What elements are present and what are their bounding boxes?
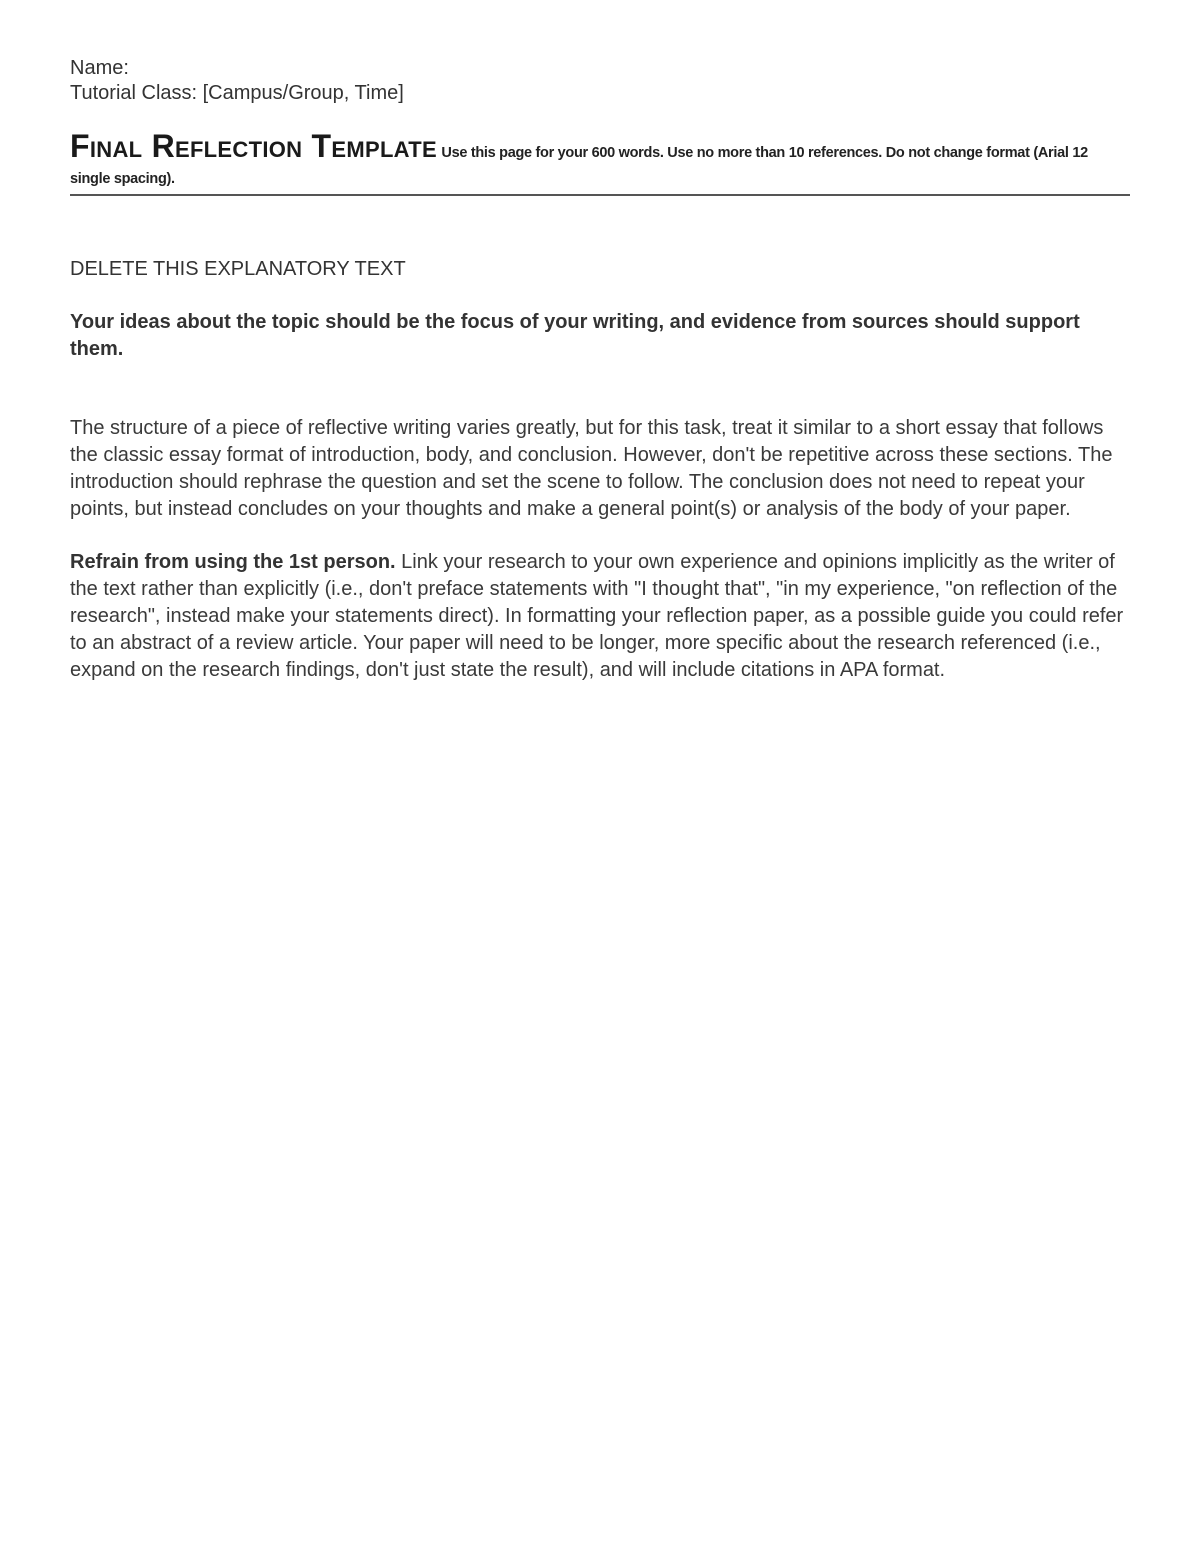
title-instructions: Use this page for your 600 words. Use no more than 10 references. Do not change format (Arial 12 single spacing). <box>70 145 1088 187</box>
title-block <box>70 128 1130 196</box>
structure-paragraph: The structure of a piece of reflective writing varies greatly, but for this task, treat it similar to a short essay that follows the classic essay format of introduction, body, and conclusion. However, don't be repetitive across these sections. The introduction should rephrase the question and set the scene to follow. The conclusion does not need to repeat your points, but instead concludes on your thoughts and make a general point(s) or analysis of the body of your paper. <box>70 417 1113 520</box>
name-label: Name: <box>70 57 129 79</box>
lead-statement: Your ideas about the topic should be the focus of your writing, and evidence from sources should support them. <box>70 311 1080 360</box>
document-title: Final Reflection Template <box>70 128 437 164</box>
first-person-heading: Refrain from using the 1st person. <box>70 551 396 573</box>
tutorial-class-label: Tutorial Class: [Campus/Group, Time] <box>70 82 404 104</box>
first-person-paragraph <box>70 549 1130 684</box>
delete-notice: DELETE THIS EXPLANATORY TEXT <box>70 258 406 280</box>
document-page <box>70 56 1130 684</box>
title-row <box>70 128 1130 192</box>
first-person-body: Link your research to your own experience and opinions implicitly as the writer of the text rather than explicitly (i.e., don't preface statements with "I thought that", "in my experience, "on reflection of the research", instead make your statements direct). In formatting your reflection paper, as a possible guide you could refer to an abstract of a review article. Your paper will need to be longer, more specific about the research referenced (i.e., expand on the research findings, don't just state the result), and will include citations in APA format. <box>70 551 1124 681</box>
